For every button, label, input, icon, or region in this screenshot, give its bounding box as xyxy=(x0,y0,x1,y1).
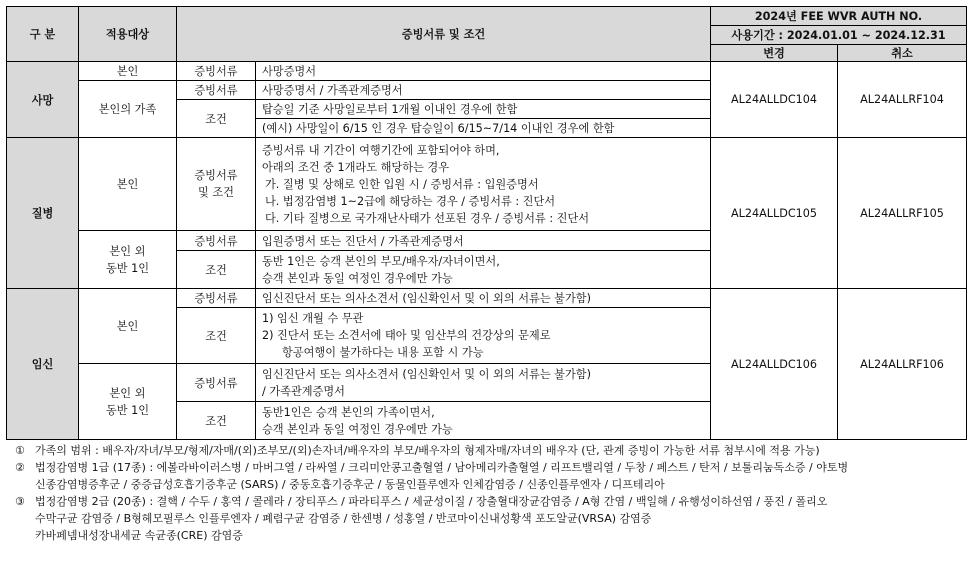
footnote-1 xyxy=(6,442,966,459)
pregnancy-self-doc: 임신진단서 또는 의사소견서 (임신확인서 및 이 외의 서류는 불가함) xyxy=(256,289,711,308)
pregnancy-comp-target-1: 본인 외 xyxy=(109,386,146,400)
pregnancy-comp-cond xyxy=(256,402,711,440)
pregnancy-comp-cond-1: 동반1인은 승객 본인의 가족이면서, xyxy=(262,405,435,419)
illness-comp-target xyxy=(79,231,177,289)
pregnancy-self-cond-3: 항공여행이 불가하다는 내용 포함 시 가능 xyxy=(282,346,484,359)
illness-self-text xyxy=(256,138,711,231)
illness-comp-cond xyxy=(256,251,711,289)
pregnancy-self-cond-label: 조건 xyxy=(177,308,256,364)
illness-self-target: 본인 xyxy=(79,138,177,231)
fee-waiver-table xyxy=(6,6,967,440)
header-period: 사용기간 : 2024.01.01 ~ 2024.12.31 xyxy=(711,26,967,45)
illness-comp-target-1: 본인 외 xyxy=(109,244,146,258)
pregnancy-cancel-code: AL24ALLRF106 xyxy=(838,289,967,440)
section-pregnancy: 임신 xyxy=(7,289,79,440)
illness-change-code: AL24ALLDC105 xyxy=(711,138,838,289)
pregnancy-comp-target-2: 동반 1인 xyxy=(105,403,150,417)
illness-self-label xyxy=(177,138,256,231)
header-target: 적용대상 xyxy=(79,7,177,62)
death-cancel-code: AL24ALLRF104 xyxy=(838,62,967,138)
illness-self-label-1: 증빙서류 xyxy=(194,169,238,182)
footnotes xyxy=(6,442,966,544)
illness-self-text-2: 아래의 조건 중 1개라도 해당하는 경우 xyxy=(262,160,450,174)
header-code-title: 2024년 FEE WVR AUTH NO. xyxy=(711,7,967,26)
death-self-doc: 사망증명서 xyxy=(256,62,711,81)
death-family-cond-1: 탑승일 기준 사망일로부터 1개월 이내인 경우에 한함 xyxy=(256,100,711,119)
death-change-code: AL24ALLDC104 xyxy=(711,62,838,138)
header-category: 구 분 xyxy=(7,7,79,62)
illness-comp-cond-2: 승객 본인과 동일 여정인 경우에만 가능 xyxy=(262,271,453,285)
death-family-doc: 사망증명서 / 가족관계증명서 xyxy=(256,81,711,100)
death-family-cond-label: 조건 xyxy=(177,100,256,138)
pregnancy-comp-doc xyxy=(256,364,711,402)
section-death: 사망 xyxy=(7,62,79,138)
death-self-target: 본인 xyxy=(79,62,177,81)
footnote-3-number: ③ xyxy=(15,495,25,508)
pregnancy-comp-doc-1: 임신진단서 또는 의사소견서 (임신확인서 및 이 외의 서류는 불가함) xyxy=(262,367,591,381)
fee-waiver-document xyxy=(6,6,966,544)
header-change: 변경 xyxy=(711,45,838,62)
death-family-doc-label: 증빙서류 xyxy=(177,81,256,100)
footnote-2 xyxy=(6,459,966,493)
pregnancy-self-cond-2: 2) 진단서 또는 소견서에 태아 및 임산부의 건강상의 문제로 xyxy=(262,329,551,342)
illness-self-text-4: 나. 법정감염병 1~2급에 해당하는 경우 / 증빙서류 : 진단서 xyxy=(265,194,556,208)
illness-comp-cond-1: 동반 1인은 승객 본인의 부모/배우자/자녀이면서, xyxy=(262,254,500,268)
pregnancy-self-cond xyxy=(256,308,711,364)
footnote-1-line-1: 가족의 범위 : 배우자/자녀/부모/형제/자매/(외)조부모/(외)손자녀/배우자의 부모/배우자의 형제자매/자녀의 배우자 (단, 관계 증빙이 가능한 서류 첨부시에 적용 가능) xyxy=(35,444,820,457)
footnote-2-line-2: 신종감염병증후군 / 중증급성호흡기증후군 (SARS) / 중동호흡기증후군 / 동물인플루엔자 인체감염증 / 신종인플루엔자 / 디프테리아 xyxy=(35,478,665,491)
footnote-1-number: ① xyxy=(15,444,25,457)
footnote-2-number: ② xyxy=(15,461,25,474)
pregnancy-self-target: 본인 xyxy=(79,289,177,364)
footnote-3-line-2: 수막구균 감염증 / B형헤모필루스 인플루엔자 / 폐렴구균 감염증 / 한센병 / 성홍열 / 반코마이신내성황색 포도알균(VRSA) 감염증 xyxy=(35,512,652,525)
pregnancy-self-cond-1: 1) 임신 개월 수 무관 xyxy=(262,312,364,325)
header-docs: 증빙서류 및 조건 xyxy=(177,7,711,62)
death-family-target: 본인의 가족 xyxy=(79,81,177,138)
pregnancy-comp-target xyxy=(79,364,177,440)
illness-comp-target-2: 동반 1인 xyxy=(105,261,150,275)
illness-comp-cond-label: 조건 xyxy=(177,251,256,289)
illness-cancel-code: AL24ALLRF105 xyxy=(838,138,967,289)
pregnancy-comp-cond-label: 조건 xyxy=(177,402,256,440)
illness-self-text-3: 가. 질병 및 상해로 인한 입원 시 / 증빙서류 : 입원증명서 xyxy=(265,177,539,191)
section-illness: 질병 xyxy=(7,138,79,289)
footnote-3 xyxy=(6,493,966,544)
footnote-3-line-3: 카바페넴내성장내세균 속균종(CRE) 감염증 xyxy=(35,529,243,542)
illness-self-text-1: 증빙서류 내 기간이 여행기간에 포함되어야 하며, xyxy=(262,143,500,157)
pregnancy-comp-doc-label: 증빙서류 xyxy=(177,364,256,402)
pregnancy-comp-cond-2: 승객 본인과 동일 여정인 경우에만 가능 xyxy=(262,422,453,436)
pregnancy-change-code: AL24ALLDC106 xyxy=(711,289,838,440)
death-family-cond-2: (예시) 사망일이 6/15 인 경우 탑승일이 6/15~7/14 이내인 경우에 한함 xyxy=(256,119,711,138)
death-self-doc-label: 증빙서류 xyxy=(177,62,256,81)
pregnancy-self-doc-label: 증빙서류 xyxy=(177,289,256,308)
footnote-2-line-1: 법정감염병 1급 (17종) : 에볼라바이러스병 / 마버그열 / 라싸열 / 크리미안콩고출혈열 / 남아메리카출혈열 / 리프트밸리열 / 두창 / 페스트 / 탄저 / 보툴리눔독소증 / 야토병 xyxy=(35,461,849,474)
illness-self-text-5: 다. 기타 질병으로 국가재난사태가 선포된 경우 / 증빙서류 : 진단서 xyxy=(265,211,590,225)
pregnancy-comp-doc-2: / 가족관계증명서 xyxy=(262,384,345,398)
footnote-3-line-1: 법정감염병 2급 (20종) : 결핵 / 수두 / 홍역 / 콜레라 / 장티푸스 / 파라티푸스 / 세균성이질 / 장출혈대장균감염증 / A형 간염 / 백일해 / 유행성이하선염 / 풍진 / 폴리오 xyxy=(35,495,828,508)
illness-comp-doc-label: 증빙서류 xyxy=(177,231,256,251)
illness-comp-doc: 입원증명서 또는 진단서 / 가족관계증명서 xyxy=(256,231,711,251)
header-cancel: 취소 xyxy=(838,45,967,62)
illness-self-label-2: 및 조건 xyxy=(198,186,234,199)
